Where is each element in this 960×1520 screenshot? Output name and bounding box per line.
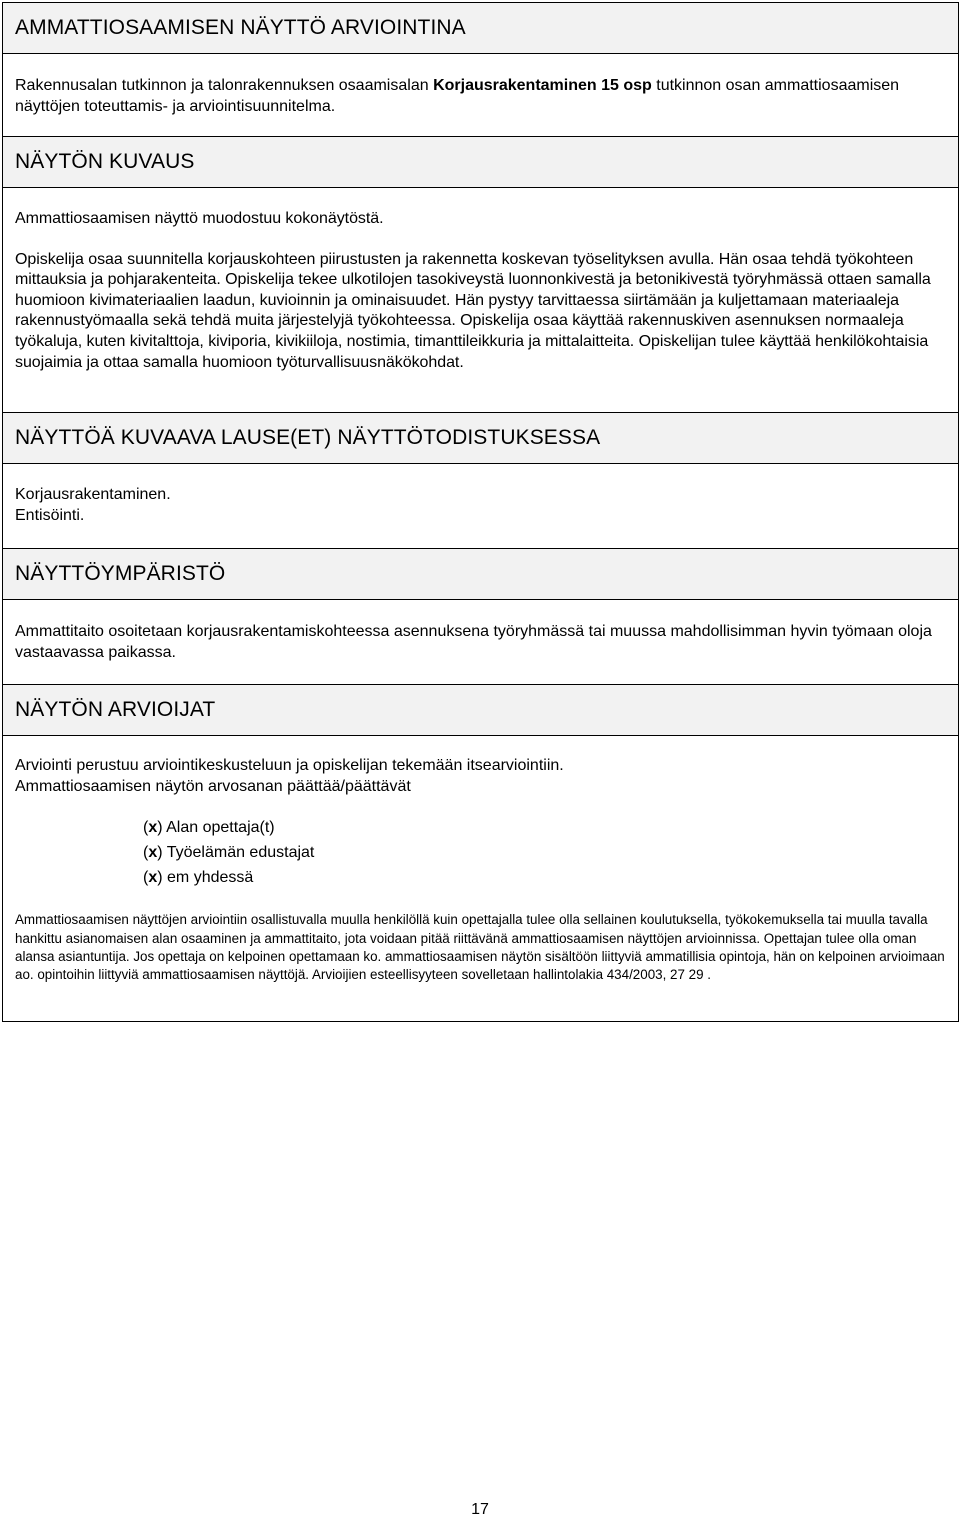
evaluator-checklist [15,816,946,890]
arvioijat-section [3,685,958,1021]
intro-bold: Korjausrakentaminen 15 osp [433,77,652,94]
ymparisto-text: Ammattitaito osoitetaan korjausrakentamiskohteessa asennuksena työryhmässä tai muussa mahdollisimman hyvin työmaan oloja vastaavassa paikassa. [15,623,932,661]
check-item-together: (x) em yhdessä [143,868,254,886]
arvioijat-line2: Ammattiosaamisen näytön arvosanan päättää/päättävät [15,777,411,795]
kuvaus-header [3,137,958,188]
document-frame [2,2,959,1022]
check-item-work-life: (x) Työelämän edustajat [143,843,315,861]
check-mark: x [148,843,158,861]
ymparisto-section [3,549,958,685]
check-label: Alan opettaja(t) [166,819,275,837]
kuvaus-heading: NÄYTÖN KUVAUS [15,150,195,173]
lause-line2: Entisöinti. [15,506,85,524]
page-number: 17 [471,1501,489,1518]
arvioijat-note: Ammattiosaamisen näyttöjen arviointiin osallistuvalla muulla henkilöllä kuin opettajalla tulee olla sellainen koulutuksella, työkokemuksella tai muulla tavalla hankittu asianomaisen alan osaaminen ja ammattitaito, jota voidaan pitää riittävänä ammattiosaamisen näyttöjen arvioinnissa. Opettajan tulee olla oman alansa asiantuntija. Jos opettaja on kelpoinen opettamaan ko. ammattiosaamisen näytön sisältöön liittyviä ammatillisia opintoja, hän on kelpoinen arvioimaan ao. opintoihin liittyviä ammattiosaamisen näyttöjä. Arvioijien esteellisyyteen sovelletaan hallintolakia 434/2003, 27 29 . [15,912,945,983]
kuvaus-p1: Ammattiosaamisen näyttö muodostuu kokonäytöstä. [15,210,384,227]
ymparisto-heading: NÄYTTÖYMPÄRISTÖ [15,562,226,585]
arvioijat-line1: Arviointi perustuu arviointikeskusteluun ja opiskelijan tekemään itsearviointiin. [15,757,564,774]
title-section [3,3,958,137]
ymparisto-header [3,549,958,600]
page-title: AMMATTIOSAAMISEN NÄYTTÖ ARVIOINTINA [15,16,466,39]
kuvaus-p2: Opiskelija osaa suunnitella korjauskohteen piirustusten ja rakennetta koskevan työselityksen avulla. Hän osaa tehdä työkohteen mittauksia ja pohjarakenteita. Opiskelija tekee ulkotilojen tasokiveystä luonnonkivestä ja betonikivestä työryhmässä ottaen samalla huomioon kivimateriaalien laadun, kuvioinnin ja ominaisuudet. Hän pystyy tarvittaessa siirtämään ja kuljettamaan materiaaleja rakennustyömaalla sekä tehdä muita järjestelyjä työkohteessa. Opiskelija osaa käyttää rakennuskiven asennuksen normaaleja työkaluja, kuten kivitalttoja, kiviporia, kivikiiloja, nostimia, timanttileikkuria ja mittalaitteita. Opiskelijan tulee käyttää henkilökohtaisia suojaimia ja ottaa samalla huomioon työturvallisuusnäkökohdat. [15,250,931,371]
arvioijat-body [3,736,958,1021]
kuvaus-body [3,188,958,412]
check-item-teacher: (x) Alan opettaja(t) [143,819,275,837]
lause-body [3,464,958,548]
lause-header [3,413,958,464]
lause-line1: Korjausrakentaminen. [15,486,171,503]
check-label: em yhdessä [167,868,254,886]
check-mark: x [148,868,158,886]
check-label: Työelämän edustajat [166,843,315,861]
intro-after: tutkinnon osan ammattiosaamisen näyttöjen toteuttamis- ja arviointisuunnitelma. [15,77,900,115]
check-mark: x [148,819,158,837]
arvioijat-header [3,685,958,736]
arvioijat-heading: NÄYTÖN ARVIOIJAT [15,698,216,721]
lause-section [3,413,958,549]
intro-before: Rakennusalan tutkinnon ja talonrakennuksen osaamisalan [15,77,434,94]
lause-heading: NÄYTTÖÄ KUVAAVA LAUSE(ET) NÄYTTÖTODISTUKSESSA [15,426,601,449]
intro-text [3,54,958,136]
ymparisto-body [3,600,958,684]
kuvaus-section [3,137,958,413]
title-bar [3,3,958,54]
